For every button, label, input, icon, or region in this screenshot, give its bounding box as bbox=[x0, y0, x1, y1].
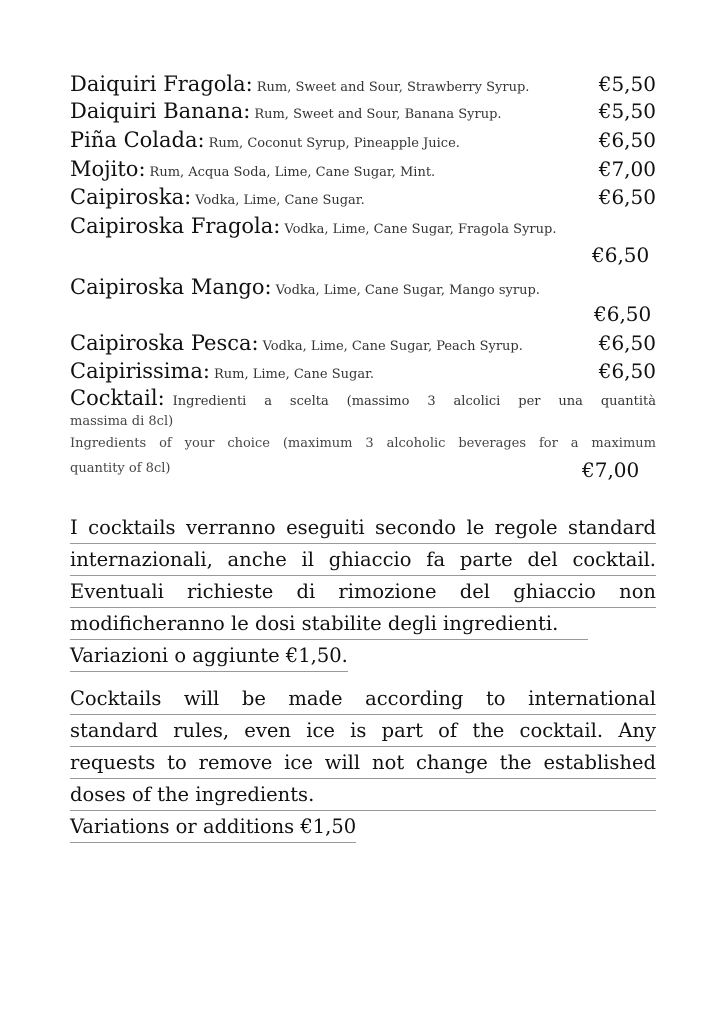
item-price: €6,50 bbox=[598, 331, 656, 355]
item-ingredients: Vodka, Lime, Cane Sugar. bbox=[195, 193, 365, 208]
item-price: €6,50 bbox=[598, 128, 656, 152]
item-name: Piña Colada: bbox=[70, 128, 205, 152]
menu-item bbox=[70, 72, 656, 96]
item-ingredients: Rum, Acqua Soda, Lime, Cane Sugar, Mint. bbox=[149, 165, 436, 180]
item-price: €6,50 bbox=[598, 359, 656, 383]
menu-item bbox=[70, 275, 656, 299]
cocktail-desc-en: Ingredients of your choice (maximum 3 alcoholic beverages for a maximum bbox=[70, 436, 656, 451]
item-ingredients: Rum, Coconut Syrup, Pineapple Juice. bbox=[208, 136, 460, 151]
cocktail-desc-it: Ingredienti a scelta (massimo 3 alcolici per una quantità bbox=[172, 394, 656, 409]
item-name: Caipiroska Mango: bbox=[70, 275, 272, 299]
notice-line: standard rules, even ice is part of the cocktail. Any bbox=[70, 715, 656, 747]
notice-line: modificheranno le dosi stabilite degli ingredienti. bbox=[70, 608, 588, 640]
item-price: €7,00 bbox=[598, 157, 656, 181]
item-name: Cocktail: bbox=[70, 386, 165, 410]
notice-line: internazionali, anche il ghiaccio fa parte del cocktail. bbox=[70, 544, 656, 576]
notice-line: requests to remove ice will not change the established bbox=[70, 747, 656, 779]
item-price: €6,50 bbox=[592, 243, 650, 267]
menu-item bbox=[70, 359, 656, 383]
notice-line: I cocktails verranno eseguiti secondo le regole standard bbox=[70, 512, 656, 544]
item-price: €5,50 bbox=[598, 72, 656, 96]
item-ingredients: Vodka, Lime, Cane Sugar, Mango syrup. bbox=[275, 283, 540, 298]
notice-line: Variazioni o aggiunte €1,50. bbox=[70, 640, 348, 672]
menu-item bbox=[70, 331, 656, 355]
cocktail-item bbox=[70, 386, 656, 410]
item-ingredients: Rum, Sweet and Sour, Strawberry Syrup. bbox=[256, 80, 530, 95]
item-name: Caipiroska Pesca: bbox=[70, 331, 259, 355]
item-name: Caipirissima: bbox=[70, 359, 210, 383]
notice-line: Cocktails will be made according to international bbox=[70, 683, 656, 715]
notice-line: doses of the ingredients. bbox=[70, 779, 656, 811]
item-ingredients: Rum, Lime, Cane Sugar. bbox=[214, 367, 374, 382]
menu-item bbox=[70, 185, 656, 209]
item-name: Daiquiri Fragola: bbox=[70, 72, 253, 96]
item-name: Mojito: bbox=[70, 157, 146, 181]
item-ingredients: Vodka, Lime, Cane Sugar, Peach Syrup. bbox=[262, 339, 523, 354]
item-price: €5,50 bbox=[598, 99, 656, 123]
notice-english bbox=[70, 683, 656, 843]
cocktail-desc-it-2: massima di 8cl) bbox=[70, 414, 174, 429]
item-ingredients: Rum, Sweet and Sour, Banana Syrup. bbox=[254, 107, 502, 122]
item-price: €6,50 bbox=[594, 302, 652, 326]
notice-line: Eventuali richieste di rimozione del ghiaccio non bbox=[70, 576, 656, 608]
cocktail-desc-en-2: quantity of 8cl) bbox=[70, 461, 171, 476]
notice-italian bbox=[70, 512, 656, 672]
item-name: Caipiroska: bbox=[70, 185, 192, 209]
menu-item bbox=[70, 157, 656, 181]
item-name: Daiquiri Banana: bbox=[70, 99, 251, 123]
item-ingredients: Vodka, Lime, Cane Sugar, Fragola Syrup. bbox=[284, 222, 557, 237]
menu-item bbox=[70, 128, 656, 152]
notice-line: Variations or additions €1,50 bbox=[70, 811, 356, 843]
item-price: €6,50 bbox=[598, 185, 656, 209]
item-price: €7,00 bbox=[582, 458, 640, 482]
item-name: Caipiroska Fragola: bbox=[70, 214, 281, 238]
menu-item bbox=[70, 99, 656, 123]
menu-item bbox=[70, 214, 656, 238]
